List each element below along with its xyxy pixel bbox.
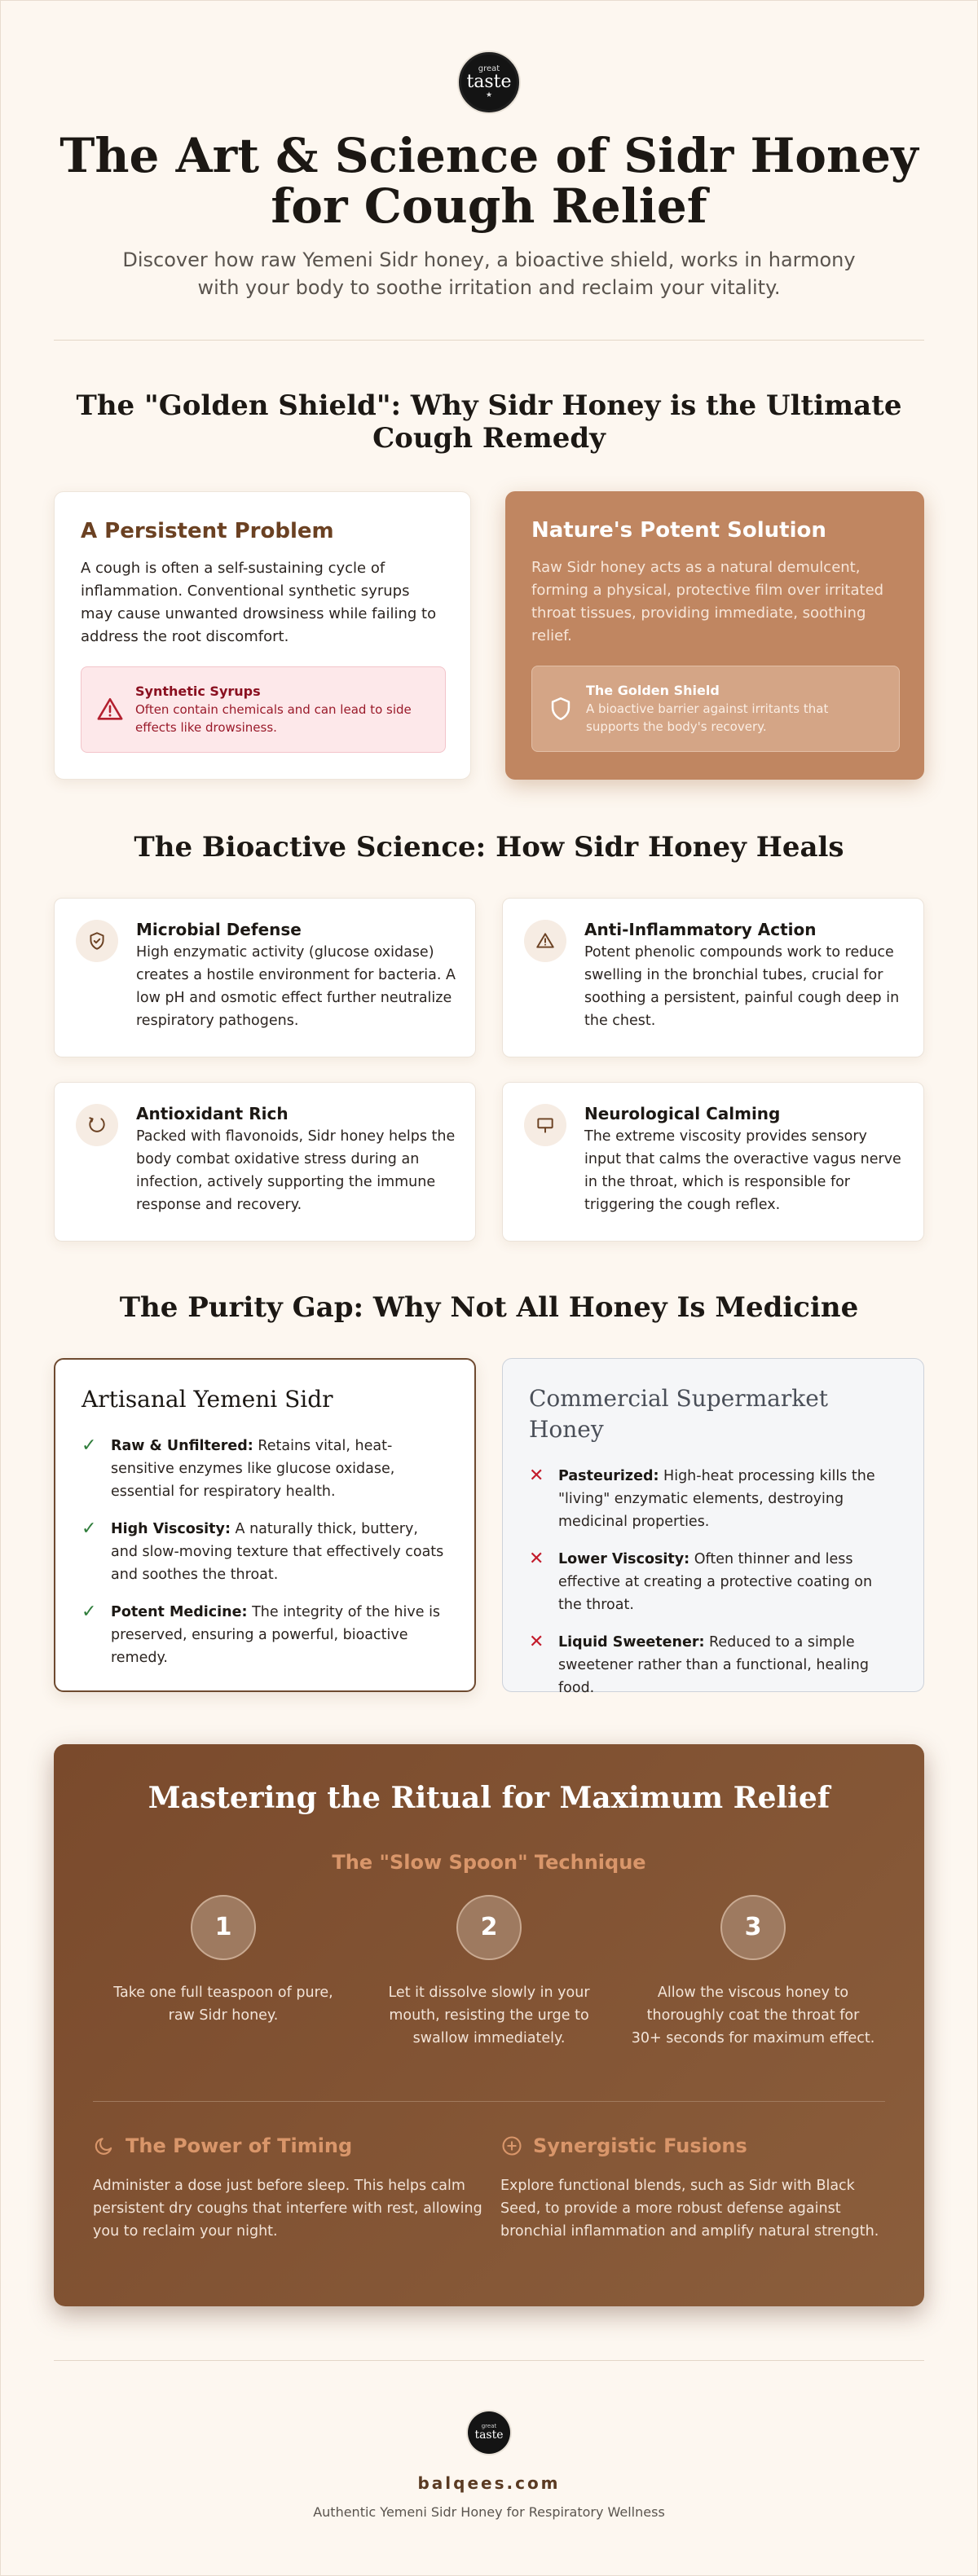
item-text: Reduced to a simple sweetener rather than a functional, healing food. (558, 1634, 869, 1696)
shield-icon (547, 695, 575, 723)
check-icon: ✓ (82, 1602, 97, 1622)
problem-body: A cough is often a self-sustaining cycle of inflammation. Conventional synthetic syrups may cause unwanted drowsiness while failing to address the root discomfort. (81, 560, 437, 645)
problem-card (54, 491, 471, 780)
science-card-body: Packed with flavonoids, Sidr honey helps the body combat oxidative stress during an infection, actively supporting the immune response and recovery. (136, 1128, 456, 1213)
cross-icon: ✕ (529, 1466, 544, 1486)
icon-badge (76, 1104, 118, 1146)
science-card-heading: Microbial Defense (136, 920, 302, 939)
science-card-heading: Anti-Inflammatory Action (584, 920, 817, 939)
science-card-microbial (54, 898, 476, 1057)
item-label: Raw & Unfiltered: (111, 1438, 253, 1454)
step-text: Take one full teaspoon of pure, raw Sidr honey. (113, 1985, 333, 2024)
shield-check-icon (86, 930, 108, 952)
step-number: 1 (191, 1895, 256, 1960)
list-item (82, 1518, 448, 1586)
solution-heading: Nature's Potent Solution (531, 518, 826, 543)
item-text: A naturally thick, buttery, and slow-moving texture that effectively coats and soothes the throat. (111, 1521, 444, 1583)
golden-shield-callout (531, 666, 900, 752)
purity-section-title: The Purity Gap: Why Not All Honey Is Medicine (119, 1291, 859, 1324)
science-card-neurological (502, 1082, 924, 1242)
check-icon: ✓ (82, 1435, 97, 1456)
page-subtitle: Discover how raw Yemeni Sidr honey, a bioactive shield, works in harmony with your body to soothe irritation and reclaim your vitality. (122, 248, 856, 299)
list-item (82, 1601, 448, 1669)
ritual-step-2 (367, 1895, 611, 2050)
science-section-title: The Bioactive Science: How Sidr Honey Heals (134, 831, 844, 864)
item-label: High Viscosity: (111, 1521, 231, 1537)
callout-text: Often contain chemicals and can lead to side effects like drowsiness. (135, 702, 412, 735)
monitor-icon (535, 1114, 556, 1136)
item-label: Potent Medicine: (111, 1604, 248, 1620)
item-text: Often thinner and less effective at creating a protective coating on the throat. (558, 1551, 873, 1613)
solution-card (505, 491, 924, 780)
ritual-panel (54, 1744, 924, 2306)
tip-heading: The Power of Timing (126, 2134, 353, 2157)
shield-section-title: The "Golden Shield": Why Sidr Honey is the Ultimate Cough Remedy (76, 389, 902, 455)
callout-text: A bioactive barrier against irritants that supports the body's recovery. (586, 701, 829, 734)
science-card-antioxidant (54, 1082, 476, 1242)
item-label: Liquid Sweetener: (558, 1634, 705, 1651)
footer-tagline: Authentic Yemeni Sidr Honey for Respiratory Wellness (313, 2504, 665, 2520)
cross-icon: ✕ (529, 1549, 544, 1569)
callout-title: Synthetic Syrups (135, 684, 261, 699)
science-card-anti-inflammatory (502, 898, 924, 1057)
item-text: Retains vital, heat-sensitive enzymes like glucose oxidase, essential for respiratory health. (111, 1438, 395, 1500)
icon-badge (76, 920, 118, 962)
ritual-subtitle: The "Slow Spoon" Technique (332, 1851, 646, 1874)
logo-top-text: great (478, 64, 500, 73)
tip-heading: Synergistic Fusions (533, 2134, 747, 2157)
logo-star: ★ (485, 91, 493, 99)
step-number: 3 (720, 1895, 786, 1960)
page-title: The Art & Science of Sidr Honey for Cough Relief (59, 128, 919, 234)
tip-timing (93, 2134, 484, 2243)
item-label: Lower Viscosity: (558, 1551, 690, 1567)
artisanal-list (82, 1435, 448, 1669)
icon-badge (524, 920, 566, 962)
item-label: Pasteurized: (558, 1468, 659, 1484)
commercial-list (529, 1465, 897, 1699)
alert-triangle-icon (535, 930, 556, 952)
solution-body: Raw Sidr honey acts as a natural demulcent, forming a physical, protective film over irritated throat tissues, providing immediate, soothing relief. (531, 559, 884, 644)
list-item (529, 1631, 897, 1699)
list-item (529, 1465, 897, 1533)
step-text: Let it dissolve slowly in your mouth, resisting the urge to swallow immediately. (388, 1985, 590, 2046)
list-item (82, 1435, 448, 1503)
science-card-body: The extreme viscosity provides sensory input that calms the overactive vagus nerve in the throat, which is responsible for triggering the cough reflex. (584, 1128, 901, 1213)
ritual-divider (93, 2101, 885, 2102)
icon-badge (524, 1104, 566, 1146)
item-text: High-heat processing kills the "living" enzymatic elements, destroying medicinal properties. (558, 1468, 875, 1530)
moon-icon (93, 2134, 116, 2157)
refresh-icon (86, 1114, 108, 1136)
commercial-honey-card (502, 1358, 924, 1696)
artisanal-honey-card (54, 1358, 476, 1692)
site-link[interactable]: balqees.com (417, 2473, 561, 2493)
artisanal-heading: Artisanal Yemeni Sidr (82, 1386, 333, 1413)
footer-divider (54, 2360, 924, 2361)
header-divider (54, 340, 924, 341)
science-card-heading: Antioxidant Rich (136, 1104, 289, 1123)
footer-logo-main: taste (474, 2429, 504, 2442)
science-card-body: Potent phenolic compounds work to reduce swelling in the bronchial tubes, crucial for soothing a persistent, painful cough deep in the chest. (584, 944, 900, 1029)
footer-logo (468, 2411, 510, 2454)
ritual-step-3 (631, 1895, 875, 2050)
footer-logo-top: great (481, 2423, 497, 2429)
logo-main-text: taste (466, 72, 512, 92)
science-card-heading: Neurological Calming (584, 1104, 781, 1123)
list-item (529, 1548, 897, 1616)
step-number: 2 (456, 1895, 522, 1960)
item-text: The integrity of the hive is preserved, ensuring a powerful, bioactive remedy. (111, 1604, 441, 1666)
ritual-title: Mastering the Ritual for Maximum Relief (148, 1781, 830, 1815)
check-icon: ✓ (82, 1519, 97, 1539)
synthetic-syrups-callout (81, 666, 446, 753)
step-text: Allow the viscous honey to thoroughly coat the throat for 30+ seconds for maximum effect. (631, 1985, 875, 2046)
tip-synergistic (500, 2134, 892, 2243)
tip-body: Explore functional blends, such as Sidr with Black Seed, to provide a more robust defense against bronchial inflammation and amplify natural strength. (500, 2178, 879, 2240)
great-taste-logo (459, 52, 519, 112)
commercial-heading: Commercial Supermarket Honey (529, 1385, 829, 1443)
plus-circle-icon (500, 2134, 523, 2157)
tip-body: Administer a dose just before sleep. This helps calm persistent dry coughs that interfere with rest, allowing you to reclaim your night. (93, 2178, 482, 2240)
problem-heading: A Persistent Problem (81, 519, 334, 543)
ritual-step-1 (101, 1895, 346, 2027)
callout-title: The Golden Shield (586, 683, 720, 698)
cross-icon: ✕ (529, 1632, 544, 1652)
science-card-body: High enzymatic activity (glucose oxidase) creates a hostile environment for bacteria. A low pH and osmotic effect further neutralize respiratory pathogens. (136, 944, 456, 1029)
warning-triangle-icon (96, 696, 124, 723)
